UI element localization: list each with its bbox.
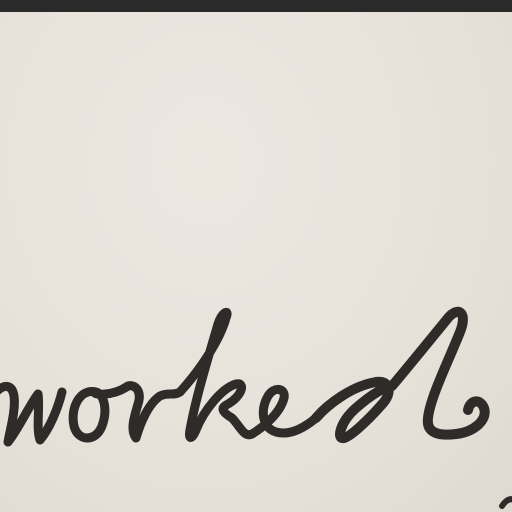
stroke-d bbox=[316, 312, 485, 438]
stroke-r bbox=[128, 386, 180, 438]
stroke-k bbox=[180, 312, 252, 437]
stroke-w bbox=[0, 386, 62, 442]
stroke-mark bbox=[502, 499, 512, 506]
stroke-e bbox=[252, 389, 316, 434]
stroke-o bbox=[73, 386, 128, 438]
